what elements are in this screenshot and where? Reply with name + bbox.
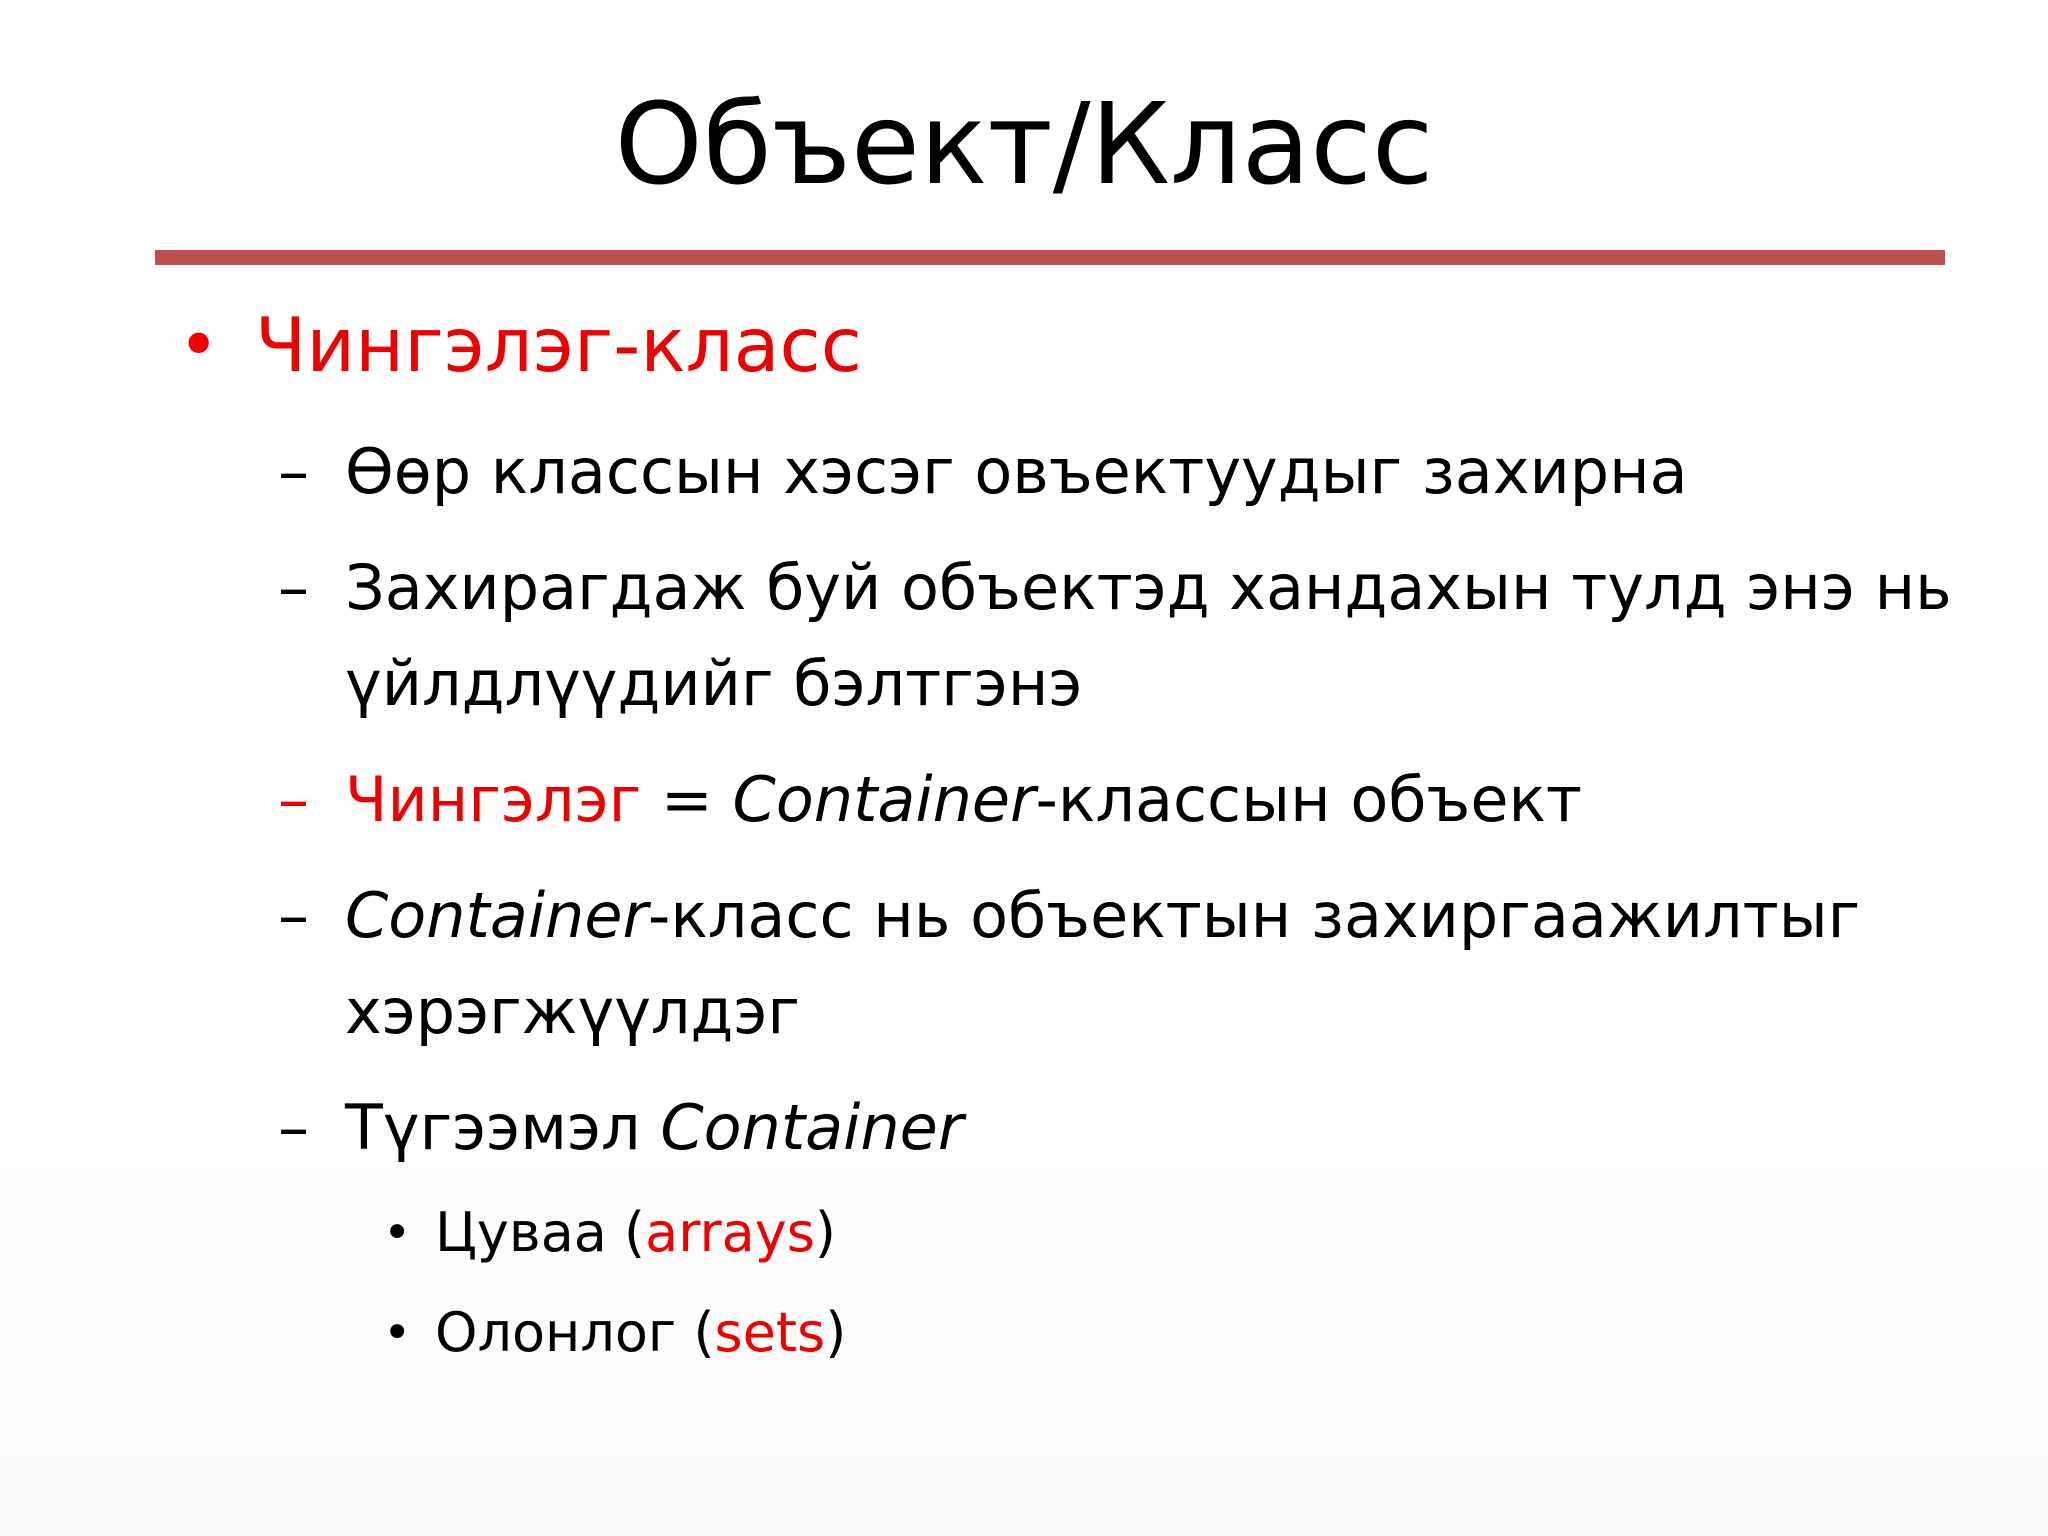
sub-sub-item-prefix: Олонлог ( [435, 1301, 715, 1364]
dash-symbol: – [278, 763, 309, 836]
dash-symbol: – [278, 1091, 309, 1164]
sub-bullet-symbol: • [383, 1205, 412, 1261]
sub-sub-item-suffix: ) [825, 1301, 847, 1364]
term-container: Container [345, 879, 648, 952]
bullet-heading: Чингэлэг-класс [255, 301, 862, 389]
sub-item-5 [345, 1088, 963, 1168]
sub-item-2-line-1: Захирагдаж буй объектэд хандахын тулд энэ нь [345, 551, 1952, 624]
bullet-symbol: • [178, 304, 220, 386]
sub-item-2-line-2: үйлдлүүдийг бэлтгэнэ [345, 647, 1083, 720]
sub-item-3 [345, 760, 1582, 840]
sub-sub-item-sets [435, 1298, 846, 1368]
sub-item-4-line-2: хэрэгжүүлдэг [345, 975, 801, 1048]
sub-item-1: Өөр классын хэсэг овъектуудыг захирна [345, 435, 1688, 508]
slide-title: Объект/Класс [614, 80, 1434, 210]
dash-symbol: – [278, 435, 309, 508]
sub-sub-item-prefix: Цуваа ( [435, 1201, 646, 1264]
term-container: Container [660, 1091, 964, 1164]
term-sets: sets [714, 1301, 826, 1364]
term-chingeleg: Чингэлэг [345, 763, 642, 836]
sub-item-4-rest: -класс нь объектын захиргаажилтыг [647, 879, 1861, 952]
dash-symbol: – [278, 879, 309, 952]
dash-symbol: – [278, 551, 309, 624]
term-container: Container [732, 763, 1036, 836]
sub-item-5-prefix: Түгээмэл [345, 1091, 661, 1164]
title-underline [155, 250, 1945, 265]
sub-item-4-line-1 [345, 876, 1860, 956]
sub-item-3-rest: -классын объект [1035, 763, 1583, 836]
term-arrays: arrays [645, 1201, 815, 1264]
sub-bullet-symbol: • [383, 1305, 412, 1361]
equals-sign: = [641, 763, 733, 836]
sub-sub-item-arrays [435, 1198, 836, 1268]
sub-sub-item-suffix: ) [814, 1201, 836, 1264]
